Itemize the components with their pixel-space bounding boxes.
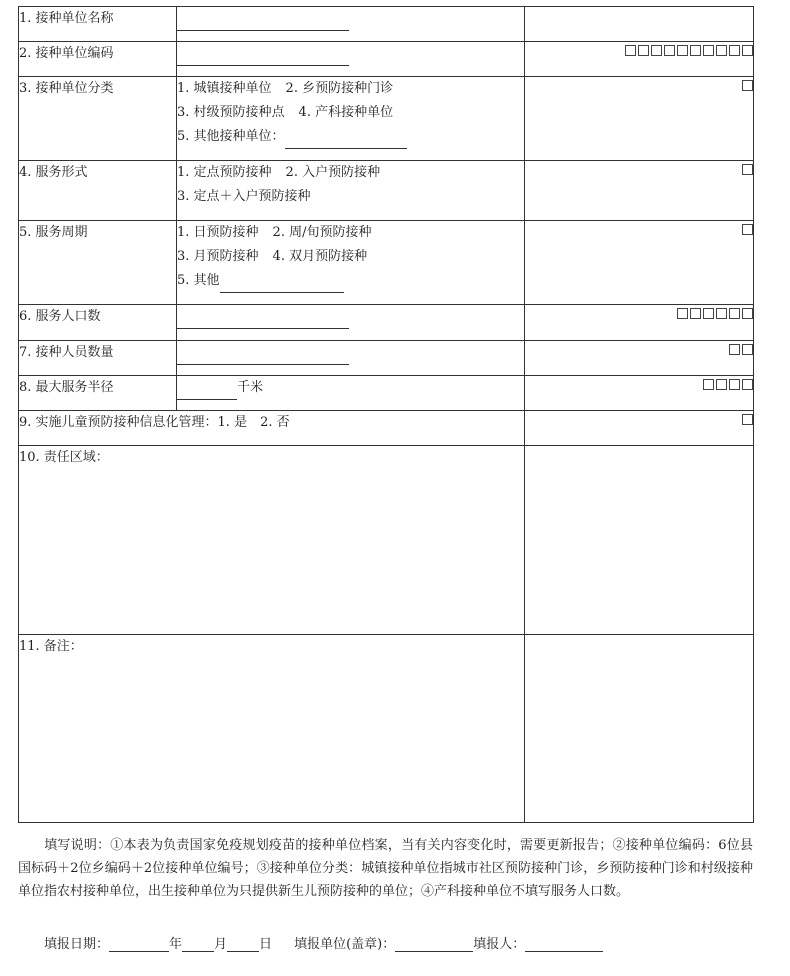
option-township-clinic: 2. 乡预防接种门诊 (285, 81, 394, 96)
instructions-note (18, 834, 753, 903)
unit-category-box[interactable] (742, 80, 753, 91)
option-daily: 1. 日预防接种 (177, 225, 259, 240)
option-other-unit: 5. 其他接种单位： (177, 129, 285, 144)
row-unit-name (19, 7, 754, 42)
row-remarks (19, 635, 754, 823)
unit-code-boxes[interactable] (625, 45, 753, 56)
label-service-radius: 8. 最大服务半径 (19, 376, 177, 411)
fill-person-label: 填报人： (473, 937, 526, 952)
radius-field[interactable] (177, 384, 237, 400)
month-field[interactable] (182, 937, 214, 952)
year-label: 年 (169, 937, 183, 952)
option-urban-unit: 1. 城镇接种单位 (177, 81, 272, 96)
row-service-radius (19, 376, 754, 411)
label-unit-name: 1. 接种单位名称 (19, 7, 177, 42)
row-unit-category (19, 77, 754, 161)
label-unit-code: 2. 接种单位编码 (19, 42, 177, 77)
service-form-box[interactable] (742, 164, 753, 175)
option-weekly: 2. 周/旬预防接种 (272, 225, 372, 240)
option-other-cycle: 5. 其他 (177, 273, 220, 288)
label-remarks: 11. 备注： (19, 635, 525, 823)
label-unit-category: 3. 接种单位分类 (19, 77, 177, 161)
row-responsibility-area (19, 446, 754, 635)
label-population: 6. 服务人口数 (19, 305, 177, 341)
population-field[interactable] (177, 313, 349, 329)
row-unit-code (19, 42, 754, 77)
label-responsibility-area: 10. 责任区域： (19, 446, 525, 635)
label-service-cycle: 5. 服务周期 (19, 221, 177, 305)
other-unit-field[interactable] (285, 133, 407, 149)
radius-unit: 千米 (237, 380, 264, 395)
population-boxes[interactable] (677, 308, 753, 319)
footer (44, 933, 603, 952)
row-population (19, 305, 754, 341)
option-fixed-point: 1. 定点预防接种 (177, 165, 272, 180)
unit-name-field[interactable] (177, 15, 349, 31)
staff-count-field[interactable] (177, 349, 349, 365)
option-obstetric-unit: 4. 产科接种单位 (298, 105, 394, 120)
label-informatization: 9. 实施儿童预防接种信息化管理：1. 是 2. 否 (19, 411, 525, 446)
fill-date-label: 填报日期： (44, 937, 110, 952)
option-village-point: 3. 村级预防接种点 (177, 105, 285, 120)
day-field[interactable] (227, 937, 259, 952)
option-bimonthly: 4. 双月预防接种 (272, 249, 368, 264)
option-household: 2. 入户预防接种 (285, 165, 381, 180)
row-staff-count (19, 341, 754, 376)
radius-boxes[interactable] (703, 379, 753, 390)
vaccination-unit-form (18, 6, 754, 823)
service-cycle-box[interactable] (742, 224, 753, 235)
option-monthly: 3. 月预防接种 (177, 249, 259, 264)
day-label: 日 (259, 937, 273, 952)
row-service-cycle (19, 221, 754, 305)
responsibility-area-field[interactable] (525, 446, 754, 635)
label-staff-count: 7. 接种人员数量 (19, 341, 177, 376)
month-label: 月 (214, 937, 228, 952)
remarks-field[interactable] (525, 635, 754, 823)
label-service-form: 4. 服务形式 (19, 161, 177, 221)
year-field[interactable] (109, 937, 169, 952)
other-cycle-field[interactable] (220, 277, 344, 293)
fill-unit-field[interactable] (395, 937, 473, 952)
option-fixed-plus-household: 3. 定点＋入户预防接种 (177, 189, 311, 204)
row-informatization (19, 411, 754, 446)
informatization-box[interactable] (742, 414, 753, 425)
instructions-text: 填写说明：①本表为负责国家免疫规划疫苗的接种单位档案，当有关内容变化时，需要更新报告；②接种单位编码：6位县国标码＋2位乡编码＋2位接种单位编号；③接种单位分类：城镇接种单位指城市社区预防接种门诊，乡预防接种门诊和村级接种单位指农村接种单位，出生接种单位为只提供新生儿预防接种的单位；④产科接种单位不填写服务人口数。 (18, 838, 753, 899)
row-service-form (19, 161, 754, 221)
fill-unit-label: 填报单位(盖章)： (294, 937, 396, 952)
unit-code-field[interactable] (177, 50, 349, 66)
fill-person-field[interactable] (525, 937, 603, 952)
staff-count-boxes[interactable] (729, 344, 753, 355)
